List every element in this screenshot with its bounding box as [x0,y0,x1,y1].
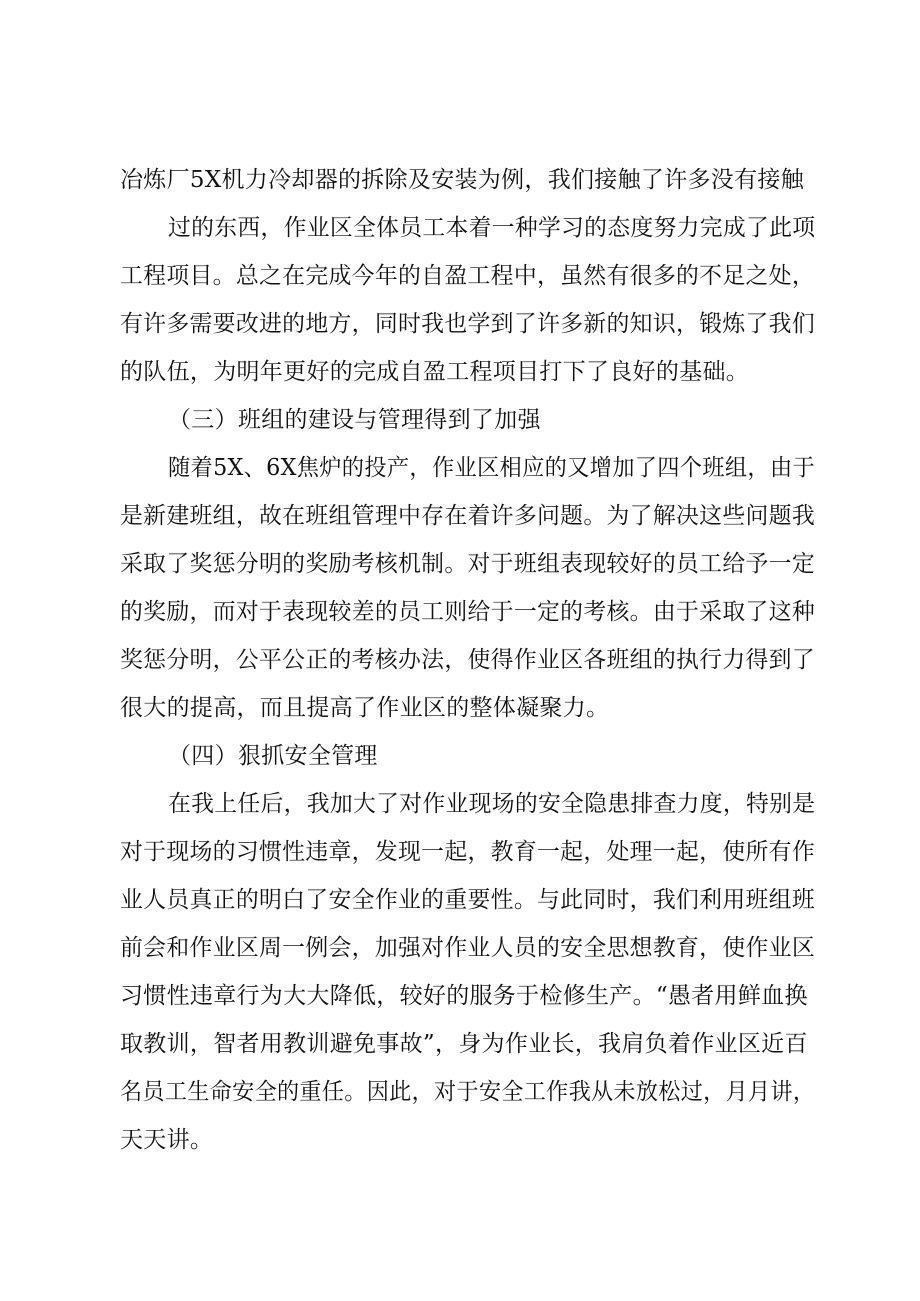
text-line: 习惯性违章行为大大降低，较好的服务于检修生产。“愚者用鲜血换 [120,983,808,1009]
text-line: 的奖励，而对于表现较差的员工则给于一定的考核。由于采取了这种 [120,599,815,625]
section-heading: （四）狠抓安全管理 [168,743,378,769]
text-line: 在我上任后，我加大了对作业现场的安全隐患排查力度，特别是 [168,791,816,817]
text-line: 天天讲。 [120,1127,214,1153]
text-line: 名员工生命安全的重任。因此，对于安全工作我从未放松过，月月讲， [120,1079,816,1105]
text-line: 有许多需要改进的地方，同时我也学到了许多新的知识，锻炼了我们 [120,311,815,337]
text-line: 前会和作业区周一例会，加强对作业人员的安全思想教育，使作业区 [120,935,815,961]
text-line: 工程项目。总之在完成今年的自盈工程中，虽然有很多的不足之处， [120,263,815,289]
text-line: 取教训，智者用教训避免事故”，身为作业长，我肩负着作业区近百 [120,1031,808,1057]
text-line: 很大的提高，而且提高了作业区的整体凝聚力。 [120,695,610,721]
section-heading: （三）班组的建设与管理得到了加强 [168,407,541,433]
text-line: 过的东西，作业区全体员工本着一种学习的态度努力完成了此项 [168,215,816,241]
text-line: 采取了奖惩分明的奖励考核机制。对于班组表现较好的员工给予一定 [120,551,815,577]
text-line: 随着5X、6X焦炉的投产，作业区相应的又增加了四个班组，由于 [168,455,816,481]
text-line: 奖惩分明，公平公正的考核办法，使得作业区各班组的执行力得到了 [120,647,815,673]
text-line: 业人员真正的明白了安全作业的重要性。与此同时，我们利用班组班 [120,887,815,913]
text-line: 的队伍，为明年更好的完成自盈工程项目打下了良好的基础。 [120,359,750,385]
text-line: 是新建班组，故在班组管理中存在着许多问题。为了解决这些问题我 [120,503,815,529]
text-line: 冶炼厂5X机力冷却器的拆除及安装为例，我们接触了许多没有接触 [120,167,805,193]
text-line: 对于现场的习惯性违章，发现一起，教育一起，处理一起，使所有作 [120,839,815,865]
